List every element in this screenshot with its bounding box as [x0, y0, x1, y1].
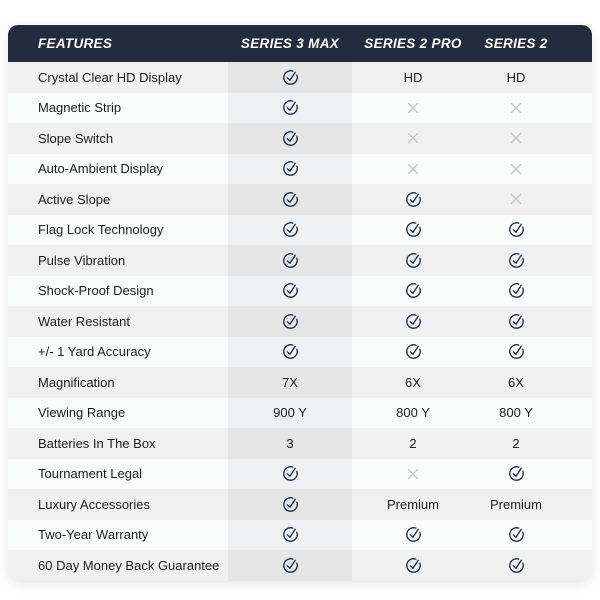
- value-cell: [352, 459, 474, 490]
- value-cell: [474, 367, 592, 398]
- value-text: 2: [512, 435, 520, 451]
- check-circle-icon: [404, 281, 423, 300]
- table-row: [8, 459, 592, 490]
- value-cell: [228, 489, 352, 520]
- value-cell: [474, 306, 592, 337]
- x-icon: [406, 467, 420, 481]
- check-circle-icon: [507, 464, 526, 483]
- feature-name: 60 Day Money Back Guarantee: [38, 557, 220, 573]
- check-circle-icon: [404, 220, 423, 239]
- value-cell: [474, 520, 592, 551]
- check-circle-icon: [281, 251, 300, 270]
- table-row: [8, 93, 592, 124]
- table-row: [8, 245, 592, 276]
- check-circle-icon: [507, 312, 526, 331]
- column-header-series-2: SERIES 2: [484, 36, 548, 51]
- value-text: 3: [286, 435, 294, 451]
- check-circle-icon: [281, 464, 300, 483]
- value-cell: [352, 550, 474, 581]
- value-cell: [474, 154, 592, 185]
- feature-name: Batteries In The Box: [38, 435, 156, 451]
- value-text: Premium: [386, 496, 439, 512]
- check-circle-icon: [281, 220, 300, 239]
- value-cell: [474, 245, 592, 276]
- feature-name: Two-Year Warranty: [38, 527, 149, 543]
- check-circle-icon: [281, 312, 300, 331]
- value-cell: [352, 489, 474, 520]
- value-text: HD: [403, 69, 423, 85]
- value-cell: [228, 245, 352, 276]
- value-text: 6X: [508, 374, 524, 390]
- value-text: Premium: [489, 496, 542, 512]
- value-text: 800 Y: [396, 405, 430, 421]
- table-row: [8, 367, 592, 398]
- check-circle-icon: [404, 525, 423, 544]
- value-cell: [228, 276, 352, 307]
- table-body: [8, 62, 592, 581]
- feature-name: Magnetic Strip: [38, 100, 122, 116]
- value-cell: [352, 428, 474, 459]
- check-circle-icon: [404, 556, 423, 575]
- x-icon: [509, 131, 523, 145]
- value-cell: [228, 337, 352, 368]
- table-row: [8, 123, 592, 154]
- value-text: 2: [409, 435, 417, 451]
- value-cell: [352, 520, 474, 551]
- feature-name: Active Slope: [38, 191, 111, 207]
- value-cell: [474, 276, 592, 307]
- value-cell: [228, 123, 352, 154]
- check-circle-icon: [507, 220, 526, 239]
- x-icon: [406, 131, 420, 145]
- table-row: [8, 184, 592, 215]
- value-cell: [228, 154, 352, 185]
- feature-name: +/- 1 Yard Accuracy: [38, 344, 151, 360]
- table-row: [8, 337, 592, 368]
- x-icon: [406, 162, 420, 176]
- value-cell: [474, 489, 592, 520]
- value-text: 6X: [405, 374, 421, 390]
- check-circle-icon: [281, 159, 300, 178]
- feature-name: Viewing Range: [38, 405, 126, 421]
- check-circle-icon: [404, 312, 423, 331]
- check-circle-icon: [404, 190, 423, 209]
- value-text: 800 Y: [499, 405, 533, 421]
- feature-name: Water Resistant: [38, 313, 130, 329]
- feature-name: Flag Lock Technology: [38, 222, 164, 238]
- feature-name: Tournament Legal: [38, 466, 143, 482]
- value-cell: [474, 184, 592, 215]
- table-row: [8, 306, 592, 337]
- check-circle-icon: [507, 525, 526, 544]
- value-cell: [352, 184, 474, 215]
- value-cell: [352, 154, 474, 185]
- column-header-features: FEATURES: [38, 36, 113, 51]
- table-row: [8, 428, 592, 459]
- value-cell: [474, 459, 592, 490]
- value-cell: [352, 215, 474, 246]
- check-circle-icon: [281, 129, 300, 148]
- table-row: [8, 154, 592, 185]
- check-circle-icon: [404, 251, 423, 270]
- value-cell: [474, 93, 592, 124]
- value-cell: [474, 398, 592, 429]
- x-icon: [406, 101, 420, 115]
- value-cell: [228, 550, 352, 581]
- value-cell: [228, 520, 352, 551]
- value-cell: [228, 215, 352, 246]
- table-row: [8, 489, 592, 520]
- check-circle-icon: [507, 281, 526, 300]
- x-icon: [509, 192, 523, 206]
- value-cell: [474, 428, 592, 459]
- check-circle-icon: [507, 251, 526, 270]
- check-circle-icon: [281, 525, 300, 544]
- table-row: [8, 550, 592, 581]
- table-row: [8, 520, 592, 551]
- table-header-row: [8, 25, 592, 62]
- check-circle-icon: [404, 342, 423, 361]
- value-text: 7X: [282, 374, 298, 390]
- check-circle-icon: [281, 556, 300, 575]
- feature-name: Magnification: [38, 374, 115, 390]
- table-row: [8, 215, 592, 246]
- x-icon: [509, 162, 523, 176]
- x-icon: [509, 101, 523, 115]
- value-cell: [352, 306, 474, 337]
- value-cell: [352, 367, 474, 398]
- feature-name: Crystal Clear HD Display: [38, 69, 182, 85]
- column-header-series-2-pro: SERIES 2 PRO: [364, 36, 462, 51]
- table-row: [8, 398, 592, 429]
- check-circle-icon: [281, 190, 300, 209]
- value-text: 900 Y: [273, 405, 307, 421]
- check-circle-icon: [281, 68, 300, 87]
- value-cell: [228, 306, 352, 337]
- feature-name: Auto-Ambient Display: [38, 161, 163, 177]
- value-cell: [228, 398, 352, 429]
- value-cell: [352, 276, 474, 307]
- value-cell: [474, 62, 592, 93]
- check-circle-icon: [281, 281, 300, 300]
- value-cell: [352, 245, 474, 276]
- value-cell: [352, 337, 474, 368]
- value-cell: [474, 123, 592, 154]
- value-cell: [352, 123, 474, 154]
- value-cell: [228, 93, 352, 124]
- value-cell: [474, 550, 592, 581]
- check-circle-icon: [507, 342, 526, 361]
- value-cell: [228, 428, 352, 459]
- table-row: [8, 276, 592, 307]
- value-cell: [228, 62, 352, 93]
- value-cell: [352, 93, 474, 124]
- value-cell: [474, 215, 592, 246]
- feature-name: Shock-Proof Design: [38, 283, 154, 299]
- check-circle-icon: [281, 495, 300, 514]
- value-cell: [228, 184, 352, 215]
- feature-name: Luxury Accessories: [38, 496, 150, 512]
- comparison-table: [8, 25, 592, 581]
- feature-name: Slope Switch: [38, 130, 114, 146]
- check-circle-icon: [281, 342, 300, 361]
- check-circle-icon: [507, 556, 526, 575]
- table-row: [8, 62, 592, 93]
- value-cell: [474, 337, 592, 368]
- check-circle-icon: [281, 98, 300, 117]
- feature-name: Pulse Vibration: [38, 252, 126, 268]
- column-header-series-3-max: SERIES 3 MAX: [240, 36, 340, 51]
- value-cell: [228, 459, 352, 490]
- value-cell: [228, 367, 352, 398]
- value-text: HD: [506, 69, 526, 85]
- value-cell: [352, 62, 474, 93]
- value-cell: [352, 398, 474, 429]
